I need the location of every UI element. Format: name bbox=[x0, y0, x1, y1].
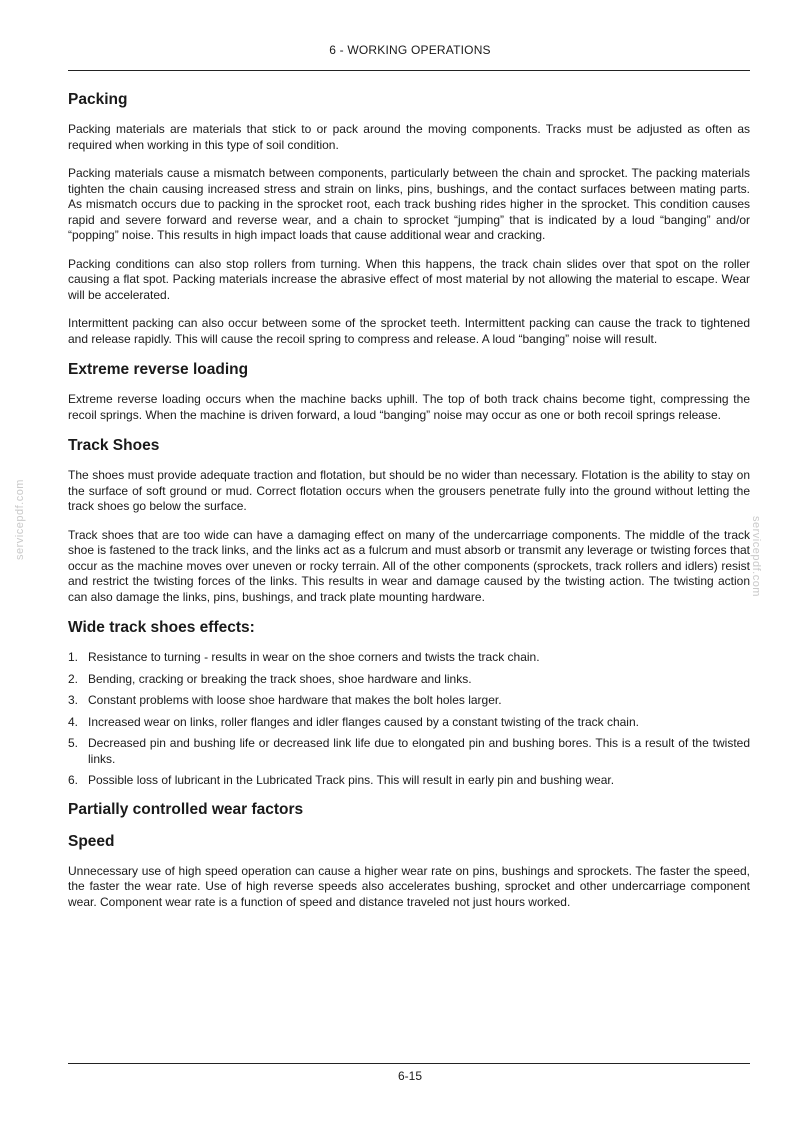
heading-speed: Speed bbox=[68, 832, 115, 850]
effects-list bbox=[68, 650, 750, 789]
watermark-right: servicepdf.com bbox=[750, 516, 762, 597]
page-number: 6-15 bbox=[397, 1069, 423, 1083]
list-text: Increased wear on links, roller flanges and idler flanges caused by a constant twisting of the track chain. bbox=[88, 714, 639, 729]
section-extreme-reverse-loading bbox=[68, 360, 750, 423]
heading-packing: Packing bbox=[68, 91, 128, 108]
paragraph: Unnecessary use of high speed operation can cause a higher wear rate on pins, bushings and sprockets. The faster the speed, the faster the wear rate. Use of high reverse speeds also accelerates bushing, sprocket and other undercarriage component wear. Component wear rate is a function of speed and distance traveled not just hours worked. bbox=[68, 863, 750, 909]
list-text: Decreased pin and bushing life or decreased link life due to elongated pin and bushing bores. This is a result of the twisted links. bbox=[88, 736, 750, 766]
list-text: Bending, cracking or breaking the track shoes, shoe hardware and links. bbox=[88, 671, 472, 686]
paragraph: Packing materials are materials that stick to or pack around the moving components. Tracks must be adjusted as often as required when working in this type of soil condition. bbox=[68, 122, 750, 152]
section-track-shoes bbox=[68, 436, 750, 605]
header-divider bbox=[68, 70, 750, 71]
watermark-left: servicepdf.com bbox=[14, 479, 26, 560]
section-speed bbox=[68, 832, 750, 911]
section-wide-track-shoes-effects bbox=[68, 618, 750, 789]
paragraph: Packing materials cause a mismatch between components, particularly between the chain and sprocket. The packing materials tighten the chain causing increased stress and strain on links, pins, bushings, and the contact surfaces between mating parts. As mismatch occurs due to packing in the sprocket root, each track bushing rides higher in the sprocket. This condition causes rapid and severe forward and reverse wear, and a chain to sprocket “jumping” that is indicated by a loud “banging” and/or “popping” noise. This results in high impact loads that cause additional wear and cracking. bbox=[68, 166, 750, 242]
list-number: 4. bbox=[68, 714, 79, 729]
list-item bbox=[68, 773, 750, 789]
paragraph: Packing conditions can also stop rollers from turning. When this happens, the track chain slides over that spot on the roller causing a flat spot. Packing materials increase the abrasive effect of most material by not allowing the material to escape. Wear will be accelerated. bbox=[68, 256, 750, 302]
heading-partially-controlled-wear-factors: Partially controlled wear factors bbox=[68, 800, 304, 818]
heading-extreme-reverse-loading: Extreme reverse loading bbox=[68, 361, 249, 378]
list-item bbox=[68, 693, 750, 709]
paragraph: Track shoes that are too wide can have a damaging effect on many of the undercarriage components. The middle of the track shoe is fastened to the track links, and the links act as a fulcrum and must absorb or transmit any leverage or twisting forces that occur as the machine moves over uneven or rocky terrain. All of the other components (sprockets, track rollers and idlers) resist and restrict the twisting forces of the links. This results in wear and damage caused by the twisting action. The twisting action can also damage the links, pins, bushings, and track plate mounting hardware. bbox=[68, 527, 750, 604]
page-header-title: 6 - WORKING OPERATIONS bbox=[329, 43, 491, 57]
list-item bbox=[68, 715, 750, 731]
heading-wide-track-shoes-effects: Wide track shoes effects: bbox=[68, 619, 255, 636]
list-text: Possible loss of lubricant in the Lubricated Track pins. This will result in early pin and bushing wear. bbox=[88, 773, 615, 787]
list-number: 5. bbox=[68, 736, 79, 750]
list-number: 6. bbox=[68, 773, 79, 787]
list-item bbox=[68, 650, 750, 666]
section-packing bbox=[68, 90, 750, 347]
paragraph: Intermittent packing can also occur between some of the sprocket teeth. Intermittent packing can cause the track to tightened and release rapidly. This will cause the recoil spring to compress and release. A loud “banging” noise will result. bbox=[68, 316, 750, 346]
paragraph: Extreme reverse loading occurs when the machine backs uphill. The top of both track chains become tight, compressing the recoil springs. When the machine is driven forward, a loud “banging” noise may occur as one or both recoil springs release. bbox=[68, 392, 750, 422]
section-partially-controlled-wear-factors bbox=[68, 800, 750, 820]
list-number: 3. bbox=[68, 693, 79, 707]
list-item bbox=[68, 736, 750, 767]
list-number: 1. bbox=[68, 650, 79, 664]
list-text: Resistance to turning - results in wear on the shoe corners and twists the track chain. bbox=[88, 650, 540, 664]
heading-track-shoes: Track Shoes bbox=[68, 437, 160, 454]
list-item bbox=[68, 672, 750, 688]
list-number: 2. bbox=[68, 671, 79, 686]
paragraph: The shoes must provide adequate traction and flotation, but should be no wider than necessary. Flotation is the ability to stay on the surface of soft ground or mud. Correct flotation occurs when the grousers penetrate fully into the ground without letting the track shoes go below the surface. bbox=[68, 468, 750, 513]
list-text: Constant problems with loose shoe hardware that makes the bolt holes larger. bbox=[88, 693, 502, 707]
page-content bbox=[68, 90, 750, 923]
footer-divider bbox=[68, 1063, 750, 1064]
